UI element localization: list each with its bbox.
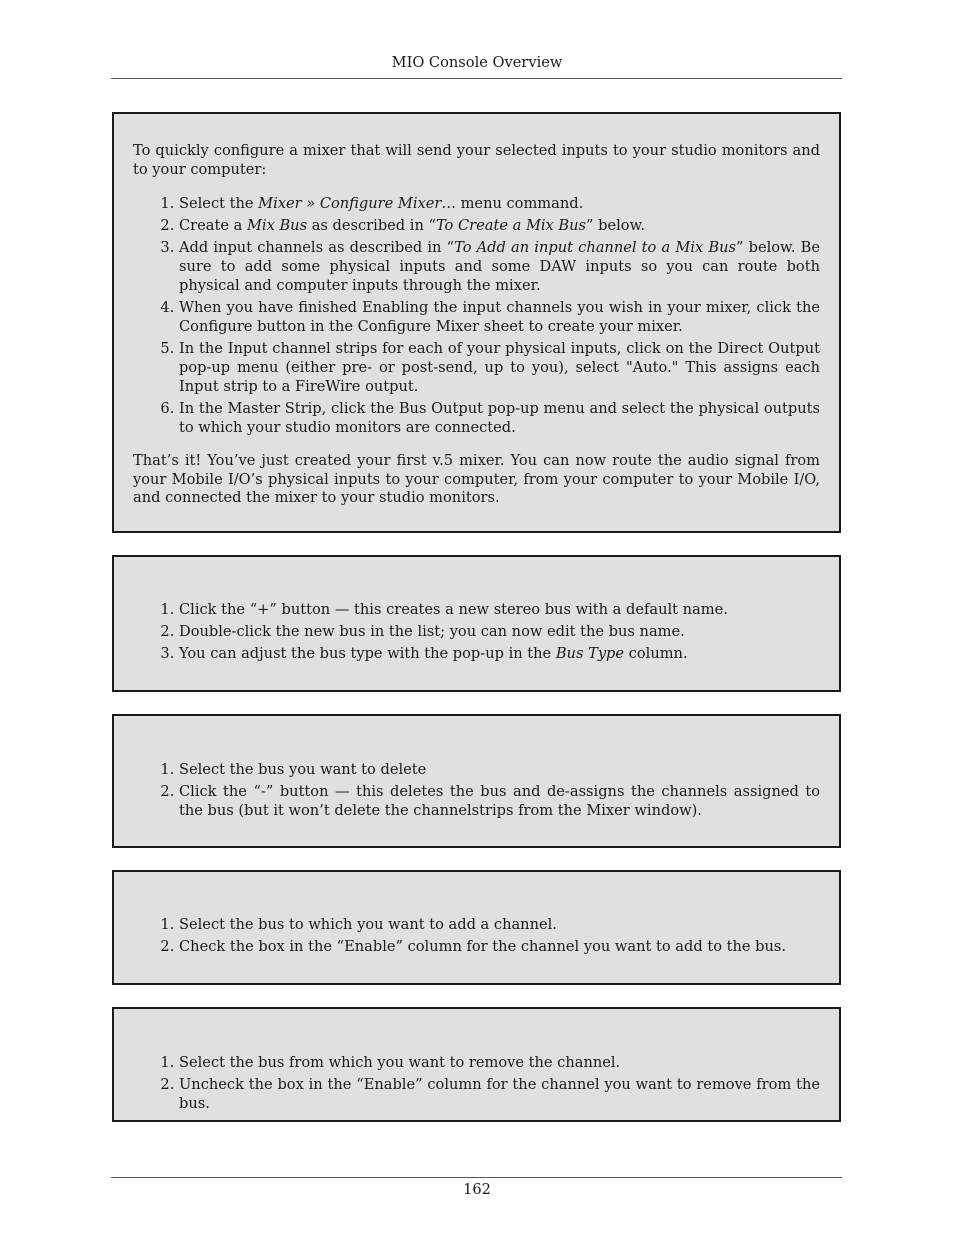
- footer-rule: [111, 1177, 842, 1178]
- header-rule: [111, 78, 842, 79]
- step-text: ” below.: [586, 217, 645, 234]
- add-channel-steps: [133, 915, 820, 956]
- list-item: 2. Click the “-” button — this deletes the bus and de-assigns the channels assigned to the bus (but it won’t delete the channelstrips from the Mixer window).: [179, 782, 820, 820]
- step-emphasis: To Create a Mix Bus: [435, 217, 587, 234]
- list-item: 2. Uncheck the box in the “Enable” column for the channel you want to remove from the bus.: [179, 1075, 820, 1113]
- list-item: 2. Double-click the new bus in the list; you can now edit the bus name.: [179, 622, 820, 641]
- create-mix-bus-steps: [133, 600, 820, 663]
- step-text: as described in “: [307, 217, 436, 234]
- step-text: Create a: [179, 217, 247, 234]
- quick-configure-outro: That’s it! You’ve just created your first v.5 mixer. You can now route the audio signal from your Mobile I/O’s physical inputs to your computer, from your computer to your Mobile I/O, and connected the mixer to your studio monitors.: [133, 452, 820, 506]
- remove-channel-steps: [133, 1053, 820, 1113]
- create-mix-bus-box: [112, 555, 841, 692]
- quick-configure-steps: [133, 194, 820, 437]
- step-text: Select the: [179, 195, 259, 212]
- list-item: 1. Select the bus you want to delete: [179, 760, 820, 779]
- list-item: [179, 216, 820, 235]
- list-item: [179, 238, 820, 295]
- add-channel-box: [112, 870, 841, 985]
- list-item: 1. Select the bus from which you want to remove the channel.: [179, 1053, 820, 1072]
- step-text: Add input channels as described in “: [179, 239, 455, 256]
- quick-configure-box: [112, 112, 841, 533]
- delete-mix-bus-box: [112, 714, 841, 848]
- step-text: You can adjust the bus type with the pop-up in the: [179, 645, 556, 662]
- list-item: 5. In the Input channel strips for each of your physical inputs, click on the Direct Output pop-up menu (either pre- or post-send, up to you), select "Auto." This assigns each Input strip to a FireWire output.: [179, 339, 820, 396]
- list-item: 2. Check the box in the “Enable” column for the channel you want to add to the bus.: [179, 937, 820, 956]
- step-text: ” below. Be sure to add some physical inputs and some DAW inputs so you can route both physical and computer inputs through the mixer.: [179, 239, 820, 294]
- step-emphasis: Mix Bus: [246, 217, 308, 234]
- list-item: 1. Click the “+” button — this creates a new stereo bus with a default name.: [179, 600, 820, 619]
- step-text: menu command.: [455, 195, 584, 212]
- delete-mix-bus-steps: [133, 760, 820, 820]
- remove-channel-box: [112, 1007, 841, 1122]
- list-item: [179, 644, 820, 663]
- quick-configure-intro: To quickly configure a mixer that will send your selected inputs to your studio monitors and to your computer:: [133, 142, 820, 178]
- list-item: 1. Select the bus to which you want to add a channel.: [179, 915, 820, 934]
- list-item: [179, 194, 820, 213]
- list-item: 4. When you have finished Enabling the input channels you wish in your mixer, click the Configure button in the Configure Mixer sheet to create your mixer.: [179, 298, 820, 336]
- list-item: 6. In the Master Strip, click the Bus Output pop-up menu and select the physical outputs to which your studio monitors are connected.: [179, 399, 820, 437]
- page-number: 162: [463, 1181, 491, 1198]
- page-header-title: MIO Console Overview: [391, 54, 563, 71]
- step-text: column.: [624, 645, 688, 662]
- step-emphasis: Bus Type: [555, 645, 625, 662]
- step-emphasis: To Add an input channel to a Mix Bus: [454, 239, 736, 256]
- step-emphasis: Mixer » Configure Mixer…: [258, 195, 456, 212]
